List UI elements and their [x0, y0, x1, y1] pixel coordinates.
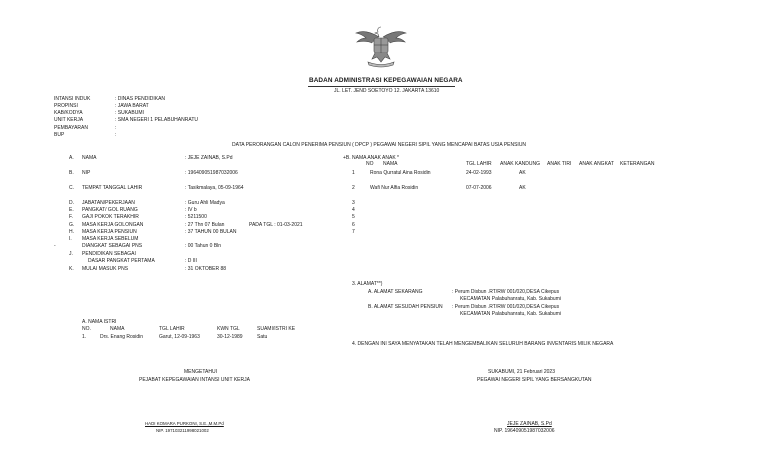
row-e-value: : IV b [185, 207, 197, 213]
row-j2-value: : D III [185, 258, 197, 264]
child-6-no: 6 [352, 222, 355, 228]
address-after-label: B. ALAMAT SESUDAH PENSIUN [368, 304, 443, 310]
info-label-pembayaran: PEMBAYARAN [54, 125, 88, 131]
child-2-no: 2 [352, 185, 355, 191]
row-e-label: PANGKAT/ GOL RUANG [82, 207, 138, 213]
info-label-kabkodya: KAB/KODYA [54, 110, 83, 116]
address-after-line1: : Perum Disbun .RT/RW 001/020,DESA Cikepus [452, 304, 560, 310]
row-k-value: : 31 OKTOBER 88 [185, 266, 227, 272]
row-i2-label: DIANGKAT SEBAGAI PNS [82, 243, 143, 249]
sign-right-line2: PEGAWAI NEGERI SIPIL YANG BERSANGKUTAN [477, 377, 592, 383]
child-2-name: Wafi Nur Alfia Rosidin [370, 185, 419, 191]
info-value-instansi: : DINAS PENDIDIKAN [115, 96, 166, 102]
child-1-no: 1 [352, 170, 355, 176]
address-current-label: A. ALAMAT SEKARANG [368, 289, 423, 295]
row-i2-num: - [54, 243, 56, 249]
row-k-num: K. [69, 266, 74, 272]
child-2-dob: 07-07-2006 [466, 185, 492, 191]
children-header-ket: KETERANGAN [620, 161, 655, 167]
row-k-label: MULAI MASUK PNS [82, 266, 129, 272]
row-g-label: MASA KERJA GOLONGAN [82, 222, 144, 228]
spouse-header-name: NAMA [110, 326, 125, 332]
spouse-row-no: 1. [82, 334, 87, 340]
row-h-num: H. [69, 229, 74, 235]
row-j-label: PENDIDIKAN SEBAGAI [82, 251, 136, 257]
row-g-value: : 27 Thn 07 Bulan [185, 222, 225, 228]
info-label-propinsi: PROPINSI [54, 103, 78, 109]
row-i-label: MASA KERJA SEBELUM [82, 236, 139, 242]
children-title: +B. NAMA ANAK ANAK * [343, 155, 399, 161]
info-label-instansi: INTANSI INDUK [54, 96, 91, 102]
info-label-bup: BUP [54, 132, 65, 138]
row-d-value: : Guru Ahli Madya [185, 200, 225, 206]
sign-left-name: HADI KOMARA PURKONI, S.E.,M.M.Pd [145, 421, 224, 426]
child-7-no: 7 [352, 229, 355, 235]
sign-left-line1: MENGETAHUI [184, 369, 217, 375]
agency-address: JL. LET. JEND SOETOYO 12. JAKARTA 13610 [334, 88, 440, 94]
row-f-label: GAJI POKOK TERAKHIR [82, 214, 139, 220]
address-after-line2: KECAMATAN Palabuhanratu, Kab. Sukabumi [460, 311, 561, 317]
spouse-header-relation: SUAMI/ISTRI KE [257, 326, 296, 332]
address-current-line2: KECAMATAN Palabuhanratu, Kab. Sukabumi [460, 296, 561, 302]
row-b-label: NIP [82, 170, 91, 176]
info-label-unit-kerja: UNIT KERJA [54, 117, 84, 123]
row-f-value: : 5211500 [185, 214, 207, 220]
children-header-angkat: ANAK ANGKAT [579, 161, 614, 167]
row-b-value: : 196409051987032006 [185, 170, 238, 176]
row-i2-value: : 00 Tahun 0 Bln [185, 243, 222, 249]
child-1-name: Rona Qurratul Aina Rosidin [370, 170, 431, 176]
row-j-num: J. [69, 251, 73, 257]
info-value-bup: : [115, 132, 117, 138]
inventory-statement: 4. DENGAN INI SAYA MENYATAKAN TELAH MENGEMBALIKAN SELURUH BARANG INVENTARIS MILIK NEGARA [352, 341, 614, 347]
info-value-propinsi: : JAWA BARAT [115, 103, 149, 109]
row-f-num: F. [69, 214, 73, 220]
row-a-label: NAMA [82, 155, 97, 161]
row-i-num: I. [69, 236, 72, 242]
info-value-kabkodya: : SUKABUMI [115, 110, 144, 116]
children-header-kandung: ANAK KANDUNG [500, 161, 541, 167]
row-c-num: C. [69, 185, 74, 191]
child-4-no: 4 [352, 207, 355, 213]
document-title: DATA PERORANGAN CALON PENERIMA PENSIUN ( DPCP ) PEGAWAI NEGERI SIPIL YANG MENCAPAI BATAS USIA PENSIUN [232, 142, 527, 148]
info-value-unit-kerja: : SMA NEGERI 1 PELABUHANRATU [115, 117, 198, 123]
child-1-kandung: AK [519, 170, 526, 176]
header-rule [308, 86, 455, 87]
child-2-kandung: AK [519, 185, 526, 191]
row-g-extra: PADA TGL : 01-03-2021 [249, 222, 303, 228]
row-b-num: B. [69, 170, 74, 176]
children-header-dob: TGL LAHIR [466, 161, 492, 167]
row-a-value: : JEJE ZAINAB, S.Pd [185, 155, 233, 161]
spouse-title: A. NAMA ISTRI [82, 319, 117, 325]
row-c-label: TEMPAT TANGGAL LAHIR [82, 185, 143, 191]
spouse-row-name: Drs. Enang Rosidin [100, 334, 144, 340]
row-h-value: : 37 TAHUN 00 BULAN [185, 229, 237, 235]
spouse-header-marriage: KWN TGL [217, 326, 240, 332]
row-j2-label: DASAR PANGKAT PERTAMA [88, 258, 155, 264]
row-g-num: G. [69, 222, 75, 228]
row-h-label: MASA KERJA PENSIUN [82, 229, 137, 235]
sign-right-line1: SUKABUMI, 21 Februari 2023 [488, 369, 555, 375]
spouse-row-relation: Satu [257, 334, 268, 340]
sign-left-line2: PEJABAT KEPEGAWAIAN INTANSI UNIT KERJA [139, 377, 250, 383]
spouse-row-dob: Garut, 12-09-1963 [159, 334, 200, 340]
address-title: 3. ALAMAT**) [352, 281, 383, 287]
spouse-header-no: NO. [82, 326, 91, 332]
child-3-no: 3 [352, 200, 355, 206]
row-d-num: D. [69, 200, 74, 206]
sign-right-name: JEJE ZAINAB, S.Pd [507, 421, 552, 427]
row-d-label: JABATAN/PEKERJAAN [82, 200, 135, 206]
row-e-num: E. [69, 207, 74, 213]
children-header-tiri: ANAK TIRI [547, 161, 572, 167]
row-a-num: A. [69, 155, 74, 161]
address-current-line1: : Perum Disbun .RT/RW 001/020,DESA Cikepus [452, 289, 560, 295]
spouse-row-marriage: 30-12-1989 [217, 334, 243, 340]
child-5-no: 5 [352, 214, 355, 220]
children-header-name: NAMA [383, 161, 398, 167]
garuda-emblem-icon [353, 24, 409, 68]
info-value-pembayaran: : [115, 125, 117, 131]
sign-left-nip: NIP. 197103211998021002 [156, 428, 209, 433]
children-header-no: NO [366, 161, 374, 167]
agency-name: BADAN ADMINISTRASI KEPEGAWAIAN NEGARA [309, 77, 463, 84]
spouse-header-dob: TGL LAHIR [159, 326, 185, 332]
sign-right-nip: NIP. 196409051987032006 [494, 428, 555, 434]
child-1-dob: 24-02-1993 [466, 170, 492, 176]
row-c-value: : Tasikmalaya, 05-09-1964 [185, 185, 244, 191]
